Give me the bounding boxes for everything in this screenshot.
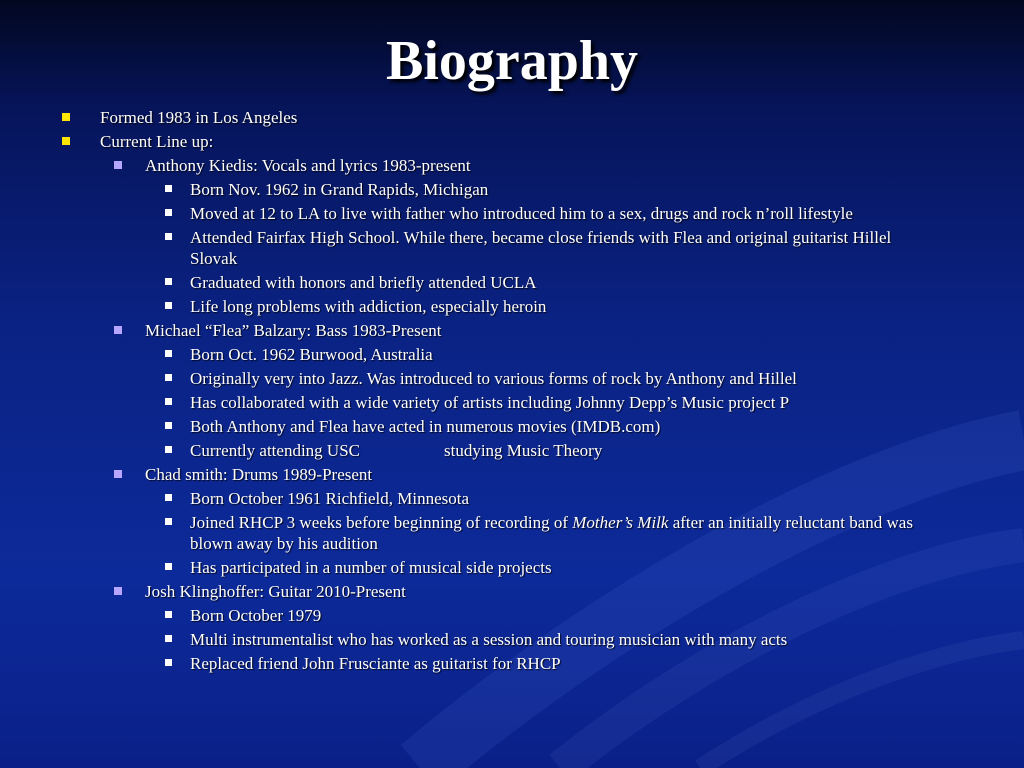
member-heading-flea (0, 320, 945, 341)
square-bullet-icon (62, 137, 70, 145)
fact-item (0, 416, 940, 437)
member-heading-text: Chad smith: Drums 1989-Present (145, 465, 373, 484)
square-bullet-icon (165, 278, 172, 285)
square-bullet-icon (165, 563, 172, 570)
square-bullet-icon (165, 398, 172, 405)
fact-text: Born Oct. 1962 Burwood, Australia (190, 345, 433, 364)
slide-title: Biography (385, 30, 639, 92)
member-heading-klinghoffer (0, 581, 945, 602)
fact-item (0, 605, 940, 626)
bullet-list (0, 104, 1024, 674)
fact-text: Replaced friend John Frusciante as guitarist for RHCP (190, 654, 561, 673)
member-heading-smith (0, 464, 945, 485)
square-bullet-icon (165, 209, 172, 216)
list-item-text: Formed 1983 in Los Angeles (100, 108, 298, 127)
fact-text: Has collaborated with a wide variety of artists including Johnny Depp’s Music project P (190, 393, 790, 412)
square-bullet-icon (114, 470, 122, 478)
list-item-text: Current Line up: (100, 132, 214, 151)
fact-text: Born October 1961 Richfield, Minnesota (190, 489, 470, 508)
fact-text: Life long problems with addiction, especially heroin (190, 297, 547, 316)
fact-item (0, 203, 940, 224)
square-bullet-icon (165, 494, 172, 501)
fact-item (0, 653, 940, 674)
fact-text: Moved at 12 to LA to live with father who introduced him to a sex, drugs and rock n’roll lifestyle (190, 204, 853, 223)
square-bullet-icon (165, 374, 172, 381)
member-heading-text: Josh Klinghoffer: Guitar 2010-Present (145, 582, 406, 601)
list-item-formed (0, 107, 940, 128)
square-bullet-icon (165, 233, 172, 240)
fact-text-before: Currently attending USC (190, 441, 360, 460)
square-bullet-icon (165, 518, 172, 525)
square-bullet-icon (114, 587, 122, 595)
square-bullet-icon (165, 659, 172, 666)
fact-item (0, 557, 940, 578)
square-bullet-icon (165, 446, 172, 453)
list-item-lineup (0, 131, 940, 152)
fact-item (0, 344, 940, 365)
fact-item (0, 296, 940, 317)
fact-text-before: Joined RHCP 3 weeks before beginning of recording of (190, 513, 573, 532)
fact-item (0, 392, 940, 413)
fact-item-usc (0, 440, 940, 461)
fact-text: Graduated with honors and briefly attended UCLA (190, 273, 537, 292)
square-bullet-icon (62, 113, 70, 121)
fact-item (0, 629, 940, 650)
square-bullet-icon (165, 302, 172, 309)
fact-text: Originally very into Jazz. Was introduced to various forms of rock by Anthony and Hillel (190, 369, 797, 388)
square-bullet-icon (165, 611, 172, 618)
fact-text (190, 440, 940, 461)
fact-item (0, 368, 940, 389)
fact-item (0, 227, 940, 269)
fact-text: Multi instrumentalist who has worked as a session and touring musician with many acts (190, 630, 788, 649)
fact-text-after: after an initially reluctant band was blown away by his audition (190, 513, 913, 553)
fact-item (0, 179, 940, 200)
fact-item-rhcp (0, 512, 940, 554)
fact-text: Born Nov. 1962 in Grand Rapids, Michigan (190, 180, 489, 199)
member-heading-kiedis (0, 155, 945, 176)
member-heading-text: Michael “Flea” Balzary: Bass 1983-Present (145, 321, 442, 340)
square-bullet-icon (114, 326, 122, 334)
album-title: Mother’s Milk (572, 513, 669, 532)
square-bullet-icon (114, 161, 122, 169)
fact-item (0, 488, 940, 509)
fact-text-after: studying Music Theory (443, 441, 603, 460)
square-bullet-icon (165, 422, 172, 429)
fact-text: Born October 1979 (190, 606, 322, 625)
fact-item (0, 272, 940, 293)
square-bullet-icon (165, 350, 172, 357)
member-heading-text: Anthony Kiedis: Vocals and lyrics 1983-present (145, 156, 471, 175)
fact-text: Attended Fairfax High School. While there, became close friends with Flea and original guitarist Hillel Slovak (190, 228, 892, 268)
square-bullet-icon (165, 185, 172, 192)
fact-text: Both Anthony and Flea have acted in numerous movies (IMDB.com) (190, 417, 661, 436)
square-bullet-icon (165, 635, 172, 642)
fact-text (190, 512, 940, 554)
fact-text: Has participated in a number of musical side projects (190, 558, 552, 577)
